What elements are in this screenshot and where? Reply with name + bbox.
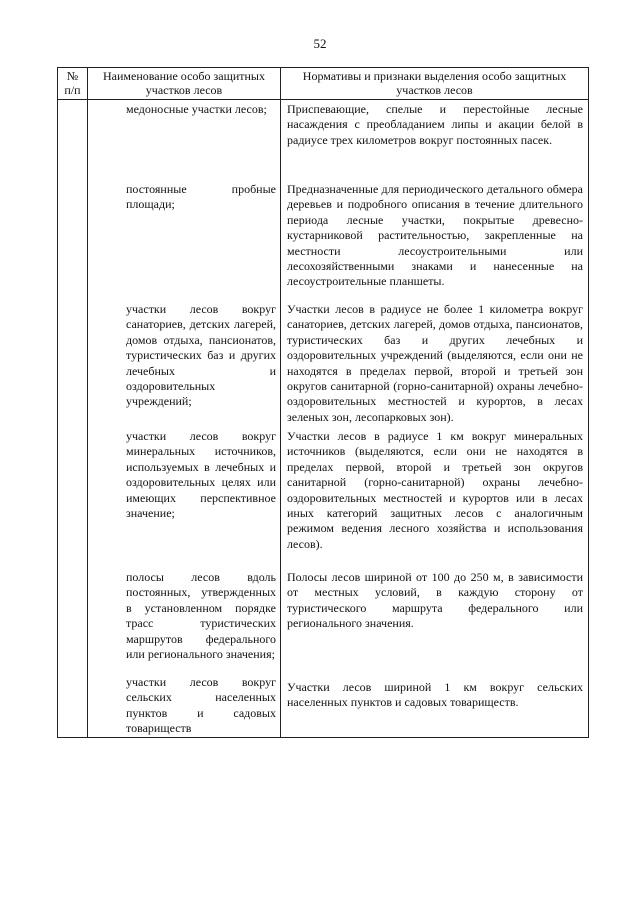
row-name-cell [88, 426, 281, 567]
row-name-text: полосы лесов вдоль постоянных, утвержденных в установленном порядке трасс туристических маршрутов федерального или регионального значения; [126, 570, 276, 662]
row-name-text: постоянные пробные площади; [126, 182, 276, 212]
row-name-cell [88, 567, 281, 672]
table-row [58, 567, 589, 672]
row-norms-cell [281, 672, 589, 738]
header-name-column: Наименование особо защитных участков лесов [88, 68, 281, 100]
table-row [58, 179, 589, 300]
row-name-cell [88, 179, 281, 300]
row-name-text: участки лесов вокруг сельских населенных пунктов и садовых товариществ [126, 675, 276, 736]
row-number-cell [58, 672, 88, 738]
row-norms-cell [281, 179, 589, 300]
row-norms-cell [281, 426, 589, 567]
row-number-cell [58, 100, 88, 180]
row-norms-text: Полосы лесов шириной от 100 до 250 м, в зависимости от местных условий, в каждую сторону от туристического маршрута федерального или регионального значения. [287, 570, 583, 631]
row-norms-text: Участки лесов шириной 1 км вокруг сельских населенных пунктов и садовых товариществ. [287, 680, 583, 710]
protected-forest-areas-table [57, 67, 589, 738]
row-name-text: участки лесов вокруг минеральных источников, используемых в лечебных и оздоровительных целях или имеющих перспективное значение; [126, 429, 276, 521]
row-name-text: медоносные участки лесов; [126, 102, 267, 116]
row-number-cell [58, 300, 88, 426]
row-norms-text: Приспевающие, спелые и перестойные лесные насаждения с преобладанием липы и акации белой в радиусе трех километров вокруг постоянных пасек. [287, 102, 583, 147]
row-norms-cell [281, 567, 589, 672]
row-norms-text: Участки лесов в радиусе не более 1 километра вокруг санаториев, детских лагерей, домов отдыха, пансионатов, туристических баз и других лечебных и оздоровительных учреждений (выделяются, если они не находятся в пределах первой, второй и третьей зон округов санитарной (горно-санитарной) охраны лечебно-оздоровительных местностей и курортов, в лесах зеленых зон, лесопарковых зон). [287, 302, 583, 424]
page-number: 52 [313, 36, 327, 51]
row-norms-cell [281, 300, 589, 426]
row-name-cell [88, 300, 281, 426]
row-norms-text: Предназначенные для периодического детального обмера деревьев и подробного описания в течение длительного периода лесные участки, покрытые древесно-кустарниковой растительностью, закрепленные на местности лесоустроительными или лесохозяйственными знаками и нанесенные на лесоустроительные планшеты. [287, 182, 583, 289]
table-row [58, 672, 589, 738]
row-number-cell [58, 426, 88, 567]
row-name-text: участки лесов вокруг санаториев, детских лагерей, домов отдыха, пансионатов, туристических баз и других лечебных и оздоровительных учреждений; [126, 302, 276, 409]
row-name-cell [88, 100, 281, 180]
row-number-cell [58, 179, 88, 300]
table-row [58, 426, 589, 567]
row-number-cell [58, 567, 88, 672]
row-name-cell [88, 672, 281, 738]
table-row [58, 300, 589, 426]
header-number-column: № п/п [58, 68, 88, 100]
table-header-row [58, 68, 589, 100]
header-norms-column: Нормативы и признаки выделения особо защитных участков лесов [281, 68, 589, 100]
table-row [58, 100, 589, 180]
row-norms-text: Участки лесов в радиусе 1 км вокруг минеральных источников (выделяются, если они не находятся в пределах первой, второй и третьей зон округов санитарной (горно-санитарной) охраны лечебно-оздоровительных местностей и курортов или в лесах иных категорий защитных лесов с аналогичным режимом ведения лесного хозяйства и использования лесов). [287, 429, 583, 551]
row-norms-cell [281, 100, 589, 180]
